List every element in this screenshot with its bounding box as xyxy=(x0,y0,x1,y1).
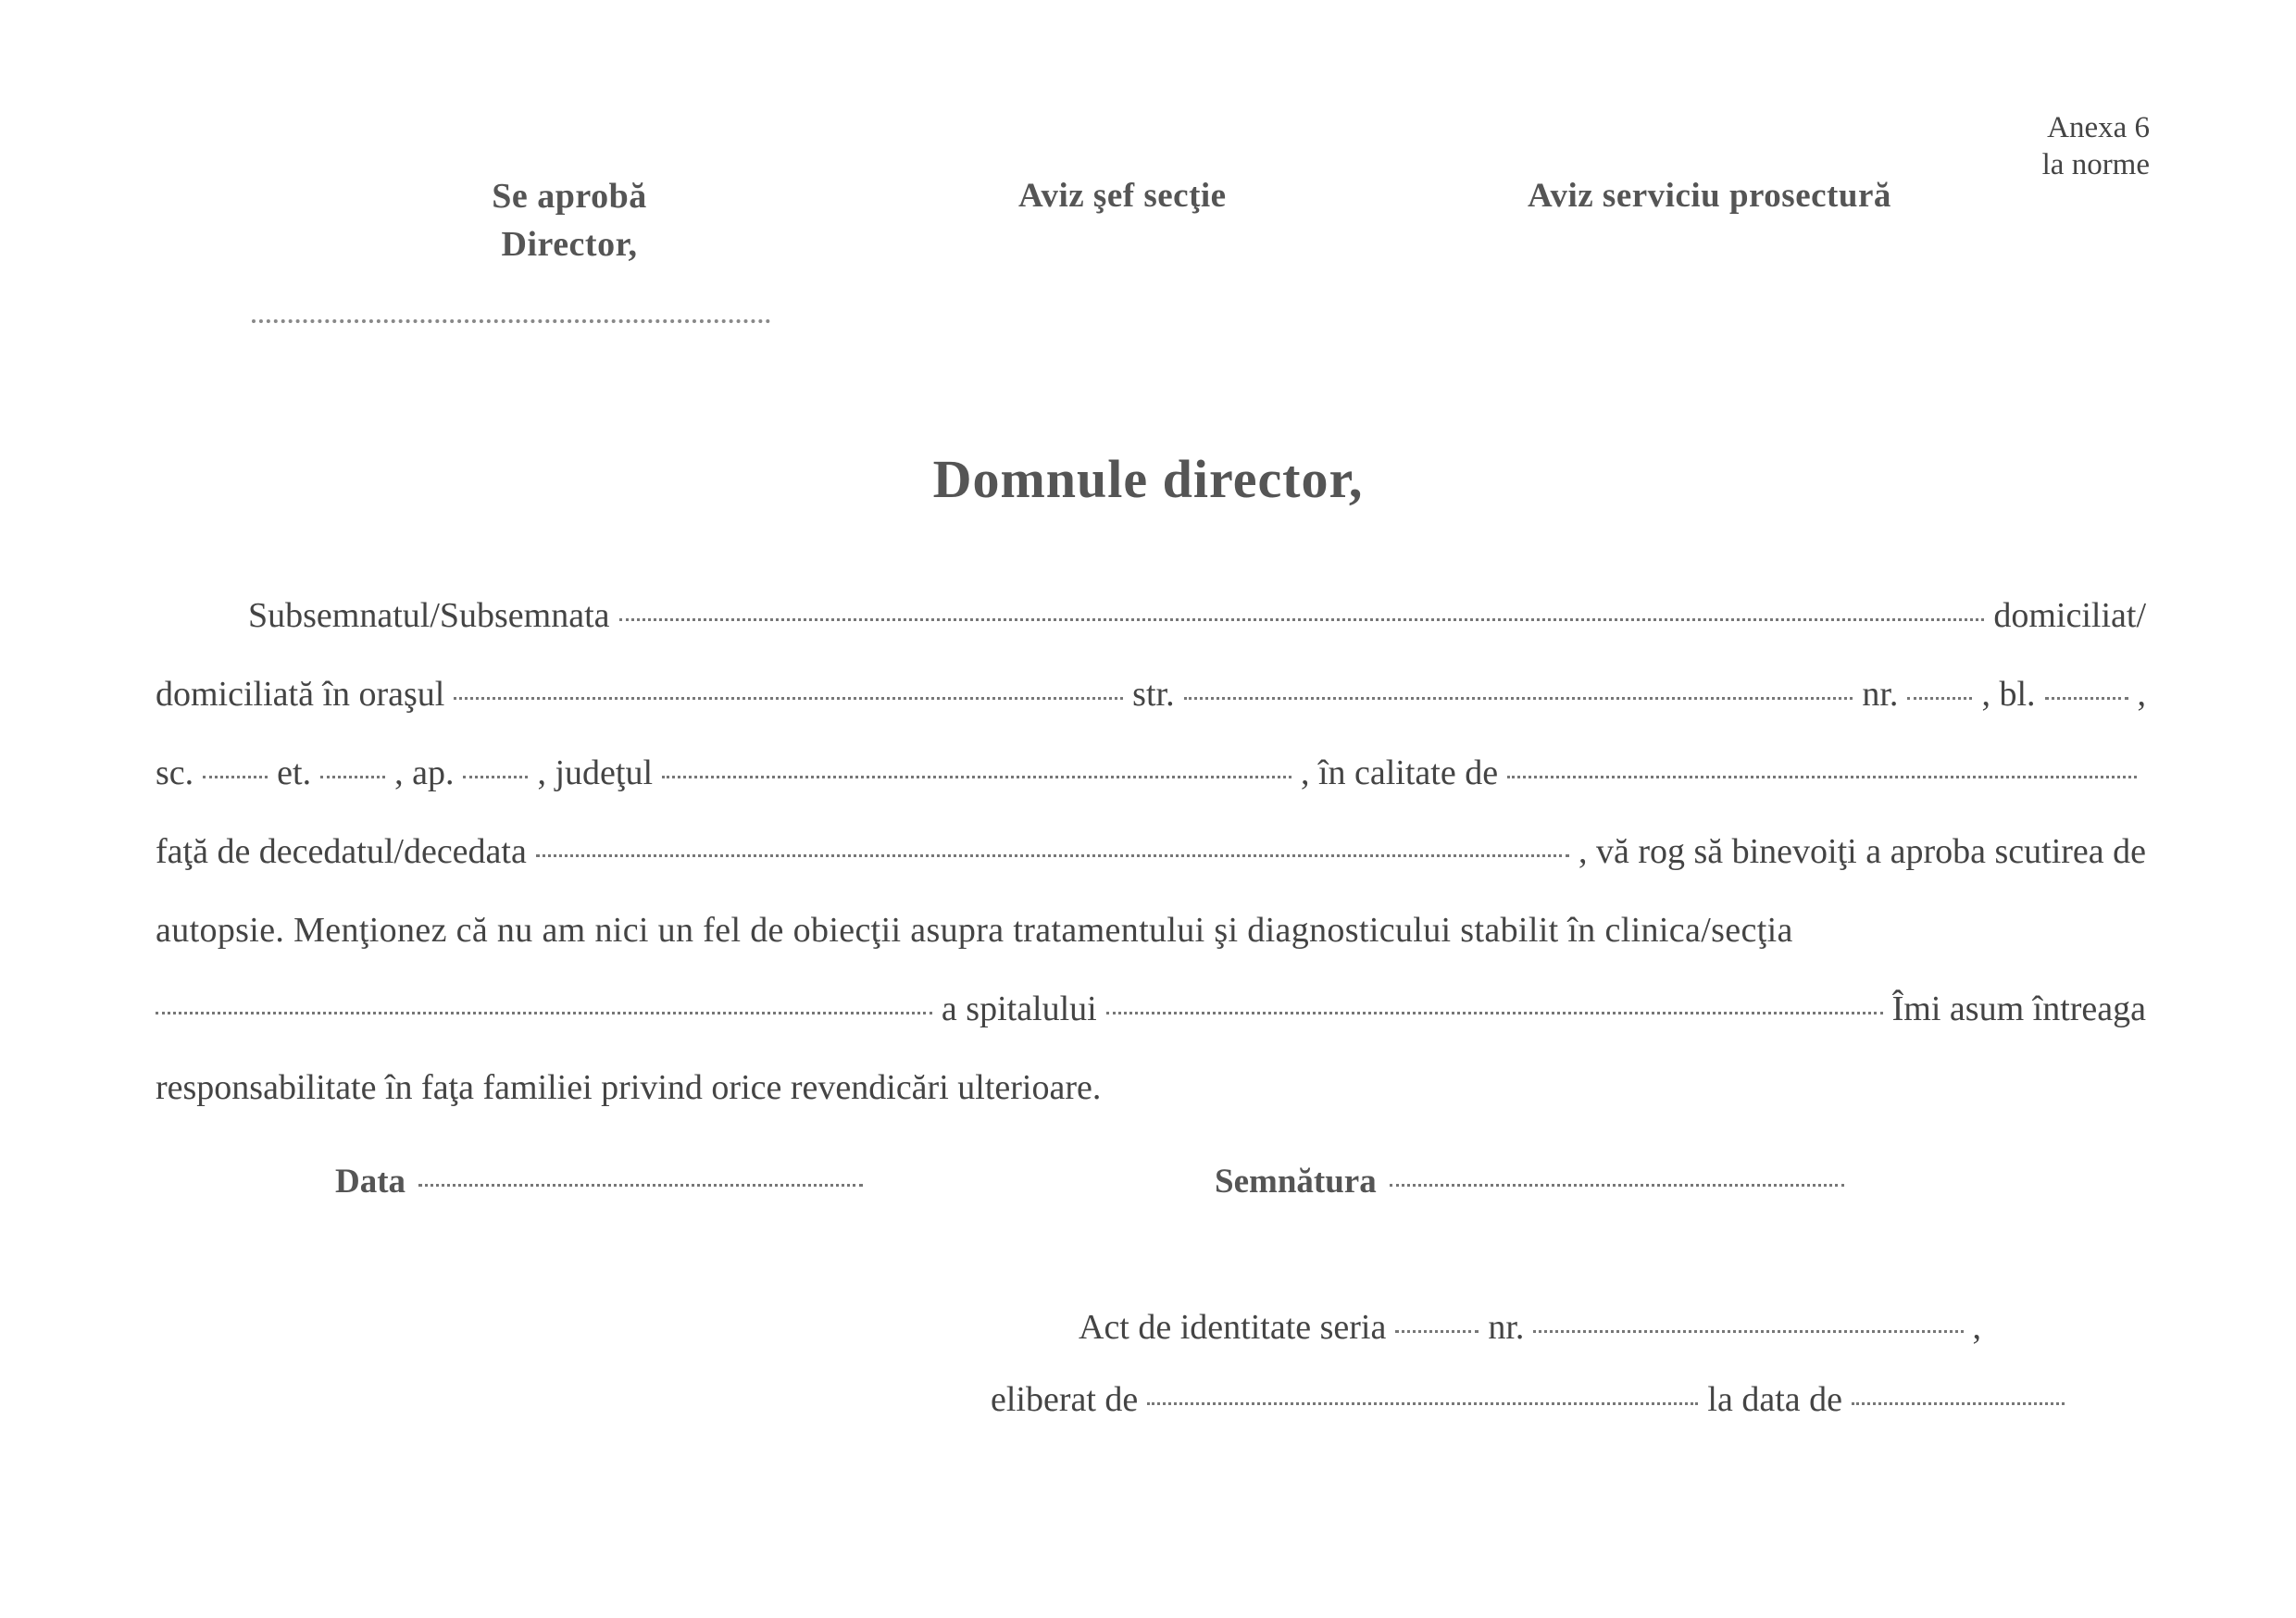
issued-by-label: eliberat de xyxy=(991,1380,1139,1419)
body-line-2 xyxy=(156,655,2146,734)
responsibility-statement: responsabilitate în faţa familiei privind orice revendicări ulterioare. xyxy=(156,1068,1102,1107)
staircase-field[interactable] xyxy=(203,776,268,778)
id-series-field[interactable] xyxy=(1395,1330,1479,1333)
floor-label: et. xyxy=(277,753,312,792)
street-field[interactable] xyxy=(1184,697,1853,700)
identity-document-line xyxy=(1079,1307,1981,1348)
hospital-field[interactable] xyxy=(1106,1012,1883,1014)
responsibility-label: Îmi asum întreaga xyxy=(1891,989,2147,1028)
deceased-name-field[interactable] xyxy=(536,854,1569,857)
county-field[interactable] xyxy=(662,776,1292,778)
body-line-5 xyxy=(156,891,2146,970)
block-field[interactable] xyxy=(2045,697,2128,700)
approval-label: Se aprobă xyxy=(492,177,647,216)
request-body xyxy=(156,577,2146,1127)
body-line-7 xyxy=(156,1049,2146,1127)
clinic-section-field[interactable] xyxy=(156,1012,932,1014)
apartment-label: , ap. xyxy=(394,753,455,792)
body-line-6 xyxy=(156,970,2146,1049)
hospital-label: a spitalului xyxy=(941,989,1097,1028)
director-signature-line[interactable] xyxy=(252,319,770,323)
identity-issue-line xyxy=(991,1379,2074,1420)
request-label: , vă rog să binevoiţi a aproba scutirea de xyxy=(1578,832,2146,871)
signature-field[interactable] xyxy=(1390,1184,1844,1187)
body-line-3 xyxy=(156,734,2146,813)
no-objection-statement: autopsie. Menţionez că nu am nici un fel de obiecţii asupra tratamentului şi diagnosticului stabilit în clinica/secţia xyxy=(156,911,1793,950)
head-of-section-opinion: Aviz şef secţie xyxy=(1018,177,1227,215)
capacity-label: , în calitate de xyxy=(1300,753,1499,792)
undersigned-label: Subsemnatul/Subsemnata xyxy=(248,596,610,635)
form-title: Domnule director, xyxy=(932,449,1364,509)
date-block xyxy=(335,1162,872,1201)
number-field[interactable] xyxy=(1907,697,1972,700)
name-field[interactable] xyxy=(619,618,1985,621)
capacity-field[interactable] xyxy=(1507,776,2137,778)
date-label: Data xyxy=(335,1163,406,1201)
block-label: , bl. xyxy=(1981,675,2036,714)
issue-date-label: la data de xyxy=(1707,1380,1842,1419)
issued-by-field[interactable] xyxy=(1147,1402,1698,1405)
staircase-label: sc. xyxy=(156,753,194,792)
street-label: str. xyxy=(1132,675,1175,714)
floor-field[interactable] xyxy=(320,776,385,778)
deceased-label: faţă de decedatul/decedata xyxy=(156,832,527,871)
body-line-4 xyxy=(156,813,2146,891)
signature-label: Semnătura xyxy=(1215,1163,1377,1201)
id-number-label: nr. xyxy=(1488,1308,1525,1347)
signature-block xyxy=(1215,1162,1853,1201)
body-line-1 xyxy=(156,577,2146,655)
id-trailing-comma: , xyxy=(1972,1308,1981,1347)
city-label: domiciliată în oraşul xyxy=(156,675,445,714)
annex-number: Anexa 6 xyxy=(2047,111,2150,144)
number-label: nr. xyxy=(1862,675,1899,714)
city-field[interactable] xyxy=(454,697,1123,700)
date-field[interactable] xyxy=(418,1184,863,1187)
line-end-comma: , xyxy=(2137,675,2146,714)
id-number-field[interactable] xyxy=(1533,1330,1963,1333)
issue-date-field[interactable] xyxy=(1852,1402,2065,1405)
apartment-field[interactable] xyxy=(463,776,528,778)
domiciled-label: domiciliat/ xyxy=(1993,596,2146,635)
county-label: , judeţul xyxy=(537,753,654,792)
autopsy-service-opinion: Aviz serviciu prosectură xyxy=(1528,177,1891,215)
director-approval xyxy=(393,172,745,268)
id-series-label: Act de identitate seria xyxy=(1079,1308,1387,1347)
annex-norms: la norme xyxy=(2041,148,2150,181)
director-label: Director, xyxy=(501,225,638,264)
annex-reference xyxy=(2042,109,2150,183)
